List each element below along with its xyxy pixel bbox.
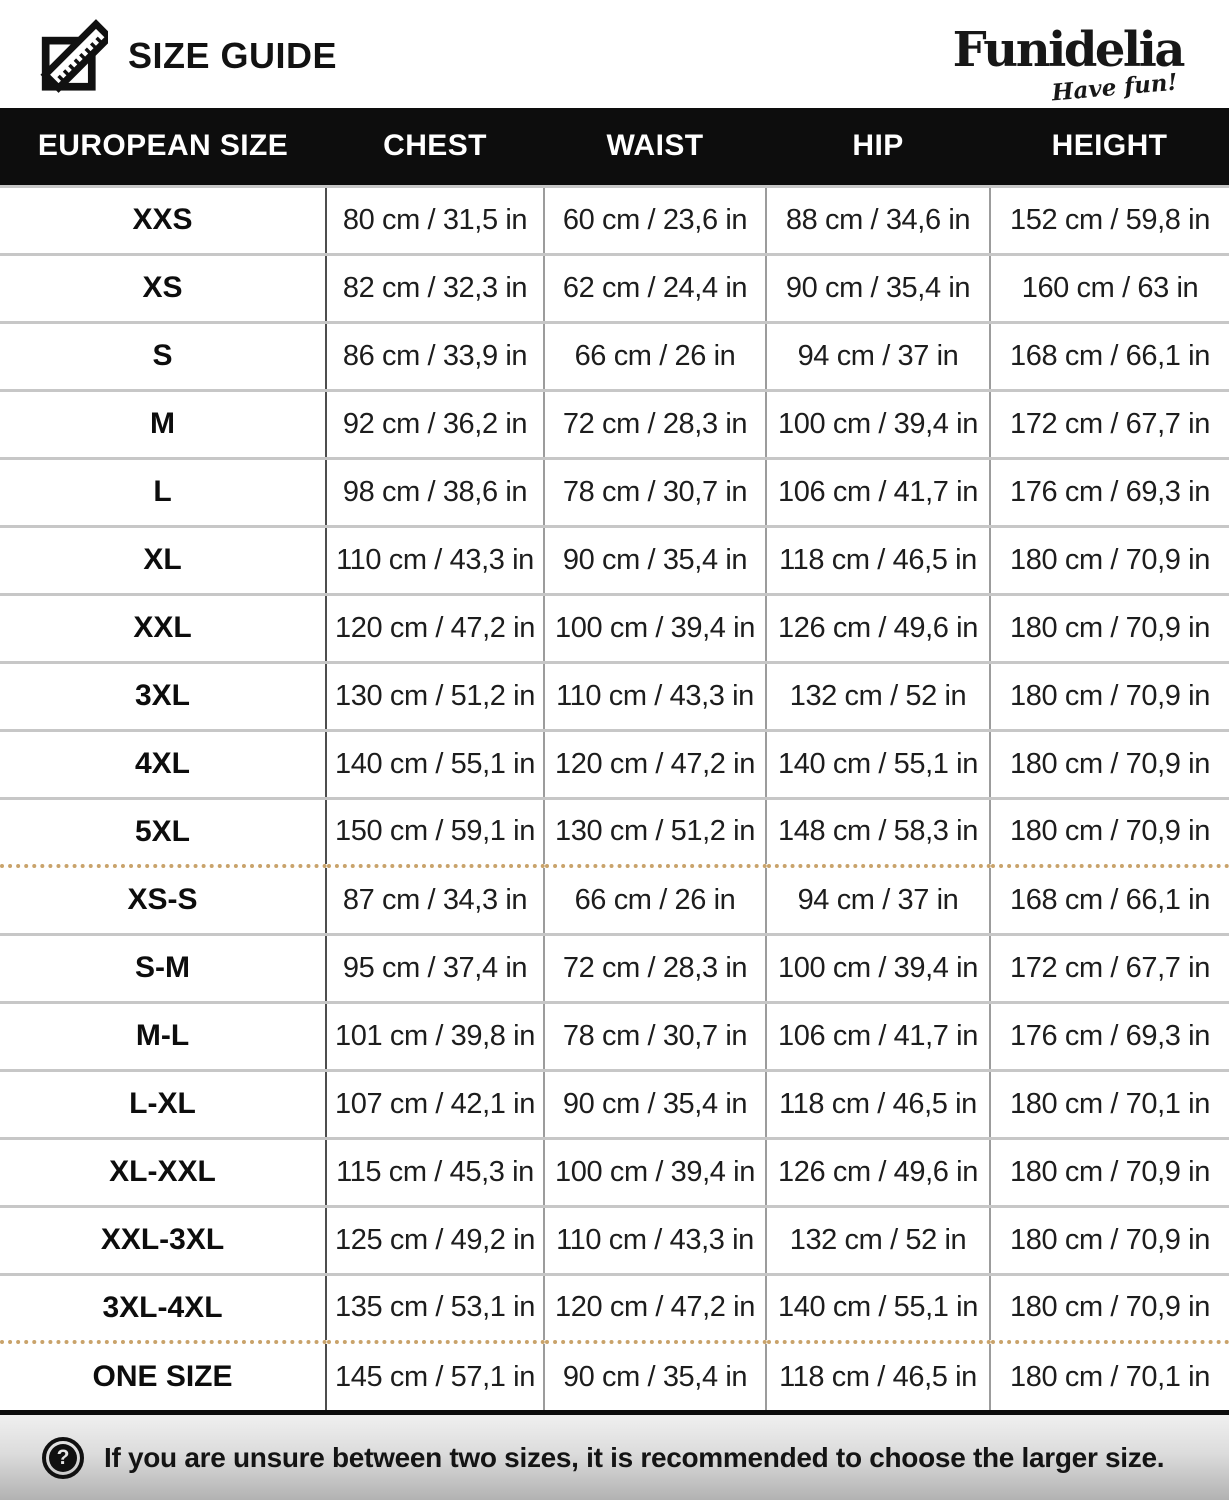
hip-cell: 100 cm / 39,4 in (766, 934, 990, 1002)
table-row (0, 798, 1229, 866)
hip-cell: 132 cm / 52 in (766, 662, 990, 730)
size-cell: M (0, 390, 326, 458)
waist-cell: 90 cm / 35,4 in (544, 1342, 766, 1410)
chest-cell: 82 cm / 32,3 in (326, 254, 544, 322)
hip-cell: 118 cm / 46,5 in (766, 1342, 990, 1410)
hip-cell: 118 cm / 46,5 in (766, 526, 990, 594)
hip-cell: 140 cm / 55,1 in (766, 1274, 990, 1342)
hip-cell: 88 cm / 34,6 in (766, 186, 990, 254)
column-header-chest: CHEST (326, 108, 544, 186)
table-row (0, 322, 1229, 390)
table-row (0, 1274, 1229, 1342)
chest-cell: 92 cm / 36,2 in (326, 390, 544, 458)
chest-cell: 120 cm / 47,2 in (326, 594, 544, 662)
waist-cell: 72 cm / 28,3 in (544, 934, 766, 1002)
height-cell: 168 cm / 66,1 in (990, 866, 1229, 934)
size-cell: ONE SIZE (0, 1342, 326, 1410)
chest-cell: 135 cm / 53,1 in (326, 1274, 544, 1342)
page-title: SIZE GUIDE (128, 35, 338, 76)
height-cell: 180 cm / 70,9 in (990, 526, 1229, 594)
table-row (0, 254, 1229, 322)
chest-cell: 98 cm / 38,6 in (326, 458, 544, 526)
height-cell: 180 cm / 70,1 in (990, 1342, 1229, 1410)
hip-cell: 132 cm / 52 in (766, 1206, 990, 1274)
chest-cell: 101 cm / 39,8 in (326, 1002, 544, 1070)
size-table-body (0, 186, 1229, 1410)
waist-cell: 130 cm / 51,2 in (544, 798, 766, 866)
table-row (0, 934, 1229, 1002)
chest-cell: 87 cm / 34,3 in (326, 866, 544, 934)
height-cell: 160 cm / 63 in (990, 254, 1229, 322)
header-bar (0, 0, 1229, 108)
chest-cell: 80 cm / 31,5 in (326, 186, 544, 254)
waist-cell: 66 cm / 26 in (544, 866, 766, 934)
question-icon-glyph: ? (49, 1444, 77, 1472)
table-row (0, 458, 1229, 526)
column-header-waist: WAIST (544, 108, 766, 186)
table-row (0, 526, 1229, 594)
table-row (0, 594, 1229, 662)
size-cell: XS-S (0, 866, 326, 934)
table-row (0, 662, 1229, 730)
height-cell: 180 cm / 70,9 in (990, 798, 1229, 866)
waist-cell: 100 cm / 39,4 in (544, 594, 766, 662)
size-cell: 5XL (0, 798, 326, 866)
height-cell: 172 cm / 67,7 in (990, 390, 1229, 458)
column-header-european-size: EUROPEAN SIZE (0, 108, 326, 186)
footer-note-text: If you are unsure between two sizes, it is recommended to choose the larger size. (104, 1441, 1165, 1473)
size-cell: 3XL-4XL (0, 1274, 326, 1342)
brand-tagline: Have fun! (1050, 68, 1179, 106)
size-cell: XXS (0, 186, 326, 254)
hip-cell: 94 cm / 37 in (766, 322, 990, 390)
hip-cell: 100 cm / 39,4 in (766, 390, 990, 458)
chest-cell: 86 cm / 33,9 in (326, 322, 544, 390)
chest-cell: 115 cm / 45,3 in (326, 1138, 544, 1206)
height-cell: 176 cm / 69,3 in (990, 1002, 1229, 1070)
column-header-height: HEIGHT (990, 108, 1229, 186)
height-cell: 180 cm / 70,9 in (990, 662, 1229, 730)
waist-cell: 66 cm / 26 in (544, 322, 766, 390)
size-cell: XS (0, 254, 326, 322)
chest-cell: 107 cm / 42,1 in (326, 1070, 544, 1138)
chest-cell: 125 cm / 49,2 in (326, 1206, 544, 1274)
size-cell: M-L (0, 1002, 326, 1070)
size-cell: XXL-3XL (0, 1206, 326, 1274)
size-cell: XL (0, 526, 326, 594)
brand-logo (952, 21, 1183, 106)
height-cell: 180 cm / 70,9 in (990, 1274, 1229, 1342)
chest-cell: 130 cm / 51,2 in (326, 662, 544, 730)
height-cell: 172 cm / 67,7 in (990, 934, 1229, 1002)
waist-cell: 100 cm / 39,4 in (544, 1138, 766, 1206)
header-row (0, 108, 1229, 186)
chest-cell: 150 cm / 59,1 in (326, 798, 544, 866)
table-row (0, 1070, 1229, 1138)
size-cell: 3XL (0, 662, 326, 730)
waist-cell: 110 cm / 43,3 in (544, 662, 766, 730)
size-cell: 4XL (0, 730, 326, 798)
title-group (38, 17, 337, 95)
hip-cell: 126 cm / 49,6 in (766, 1138, 990, 1206)
size-cell: XL-XXL (0, 1138, 326, 1206)
height-cell: 180 cm / 70,9 in (990, 1206, 1229, 1274)
size-table-header (0, 108, 1229, 186)
brand-logo-text: Funidelia (952, 21, 1183, 78)
waist-cell: 110 cm / 43,3 in (544, 1206, 766, 1274)
hip-cell: 90 cm / 35,4 in (766, 254, 990, 322)
hip-cell: 106 cm / 41,7 in (766, 1002, 990, 1070)
waist-cell: 78 cm / 30,7 in (544, 458, 766, 526)
chest-cell: 145 cm / 57,1 in (326, 1342, 544, 1410)
chest-cell: 95 cm / 37,4 in (326, 934, 544, 1002)
height-cell: 180 cm / 70,1 in (990, 1070, 1229, 1138)
table-row (0, 730, 1229, 798)
waist-cell: 90 cm / 35,4 in (544, 1070, 766, 1138)
height-cell: 168 cm / 66,1 in (990, 322, 1229, 390)
table-row (0, 1002, 1229, 1070)
hip-cell: 140 cm / 55,1 in (766, 730, 990, 798)
hip-cell: 94 cm / 37 in (766, 866, 990, 934)
waist-cell: 90 cm / 35,4 in (544, 526, 766, 594)
hip-cell: 126 cm / 49,6 in (766, 594, 990, 662)
height-cell: 180 cm / 70,9 in (990, 730, 1229, 798)
size-cell: S-M (0, 934, 326, 1002)
waist-cell: 72 cm / 28,3 in (544, 390, 766, 458)
footer-note-bar (0, 1415, 1229, 1500)
height-cell: 176 cm / 69,3 in (990, 458, 1229, 526)
size-cell: L (0, 458, 326, 526)
column-header-hip: HIP (766, 108, 990, 186)
hip-cell: 106 cm / 41,7 in (766, 458, 990, 526)
chest-cell: 110 cm / 43,3 in (326, 526, 544, 594)
size-cell: S (0, 322, 326, 390)
chest-cell: 140 cm / 55,1 in (326, 730, 544, 798)
table-row (0, 186, 1229, 254)
waist-cell: 78 cm / 30,7 in (544, 1002, 766, 1070)
waist-cell: 120 cm / 47,2 in (544, 730, 766, 798)
waist-cell: 62 cm / 24,4 in (544, 254, 766, 322)
size-cell: XXL (0, 594, 326, 662)
waist-cell: 120 cm / 47,2 in (544, 1274, 766, 1342)
height-cell: 152 cm / 59,8 in (990, 186, 1229, 254)
table-row (0, 866, 1229, 934)
table-row (0, 1342, 1229, 1410)
hip-cell: 118 cm / 46,5 in (766, 1070, 990, 1138)
size-cell: L-XL (0, 1070, 326, 1138)
size-table (0, 108, 1229, 1410)
table-row (0, 1206, 1229, 1274)
height-cell: 180 cm / 70,9 in (990, 1138, 1229, 1206)
question-icon (42, 1437, 84, 1479)
waist-cell: 60 cm / 23,6 in (544, 186, 766, 254)
table-row (0, 1138, 1229, 1206)
height-cell: 180 cm / 70,9 in (990, 594, 1229, 662)
table-row (0, 390, 1229, 458)
hip-cell: 148 cm / 58,3 in (766, 798, 990, 866)
ruler-icon (38, 17, 108, 95)
